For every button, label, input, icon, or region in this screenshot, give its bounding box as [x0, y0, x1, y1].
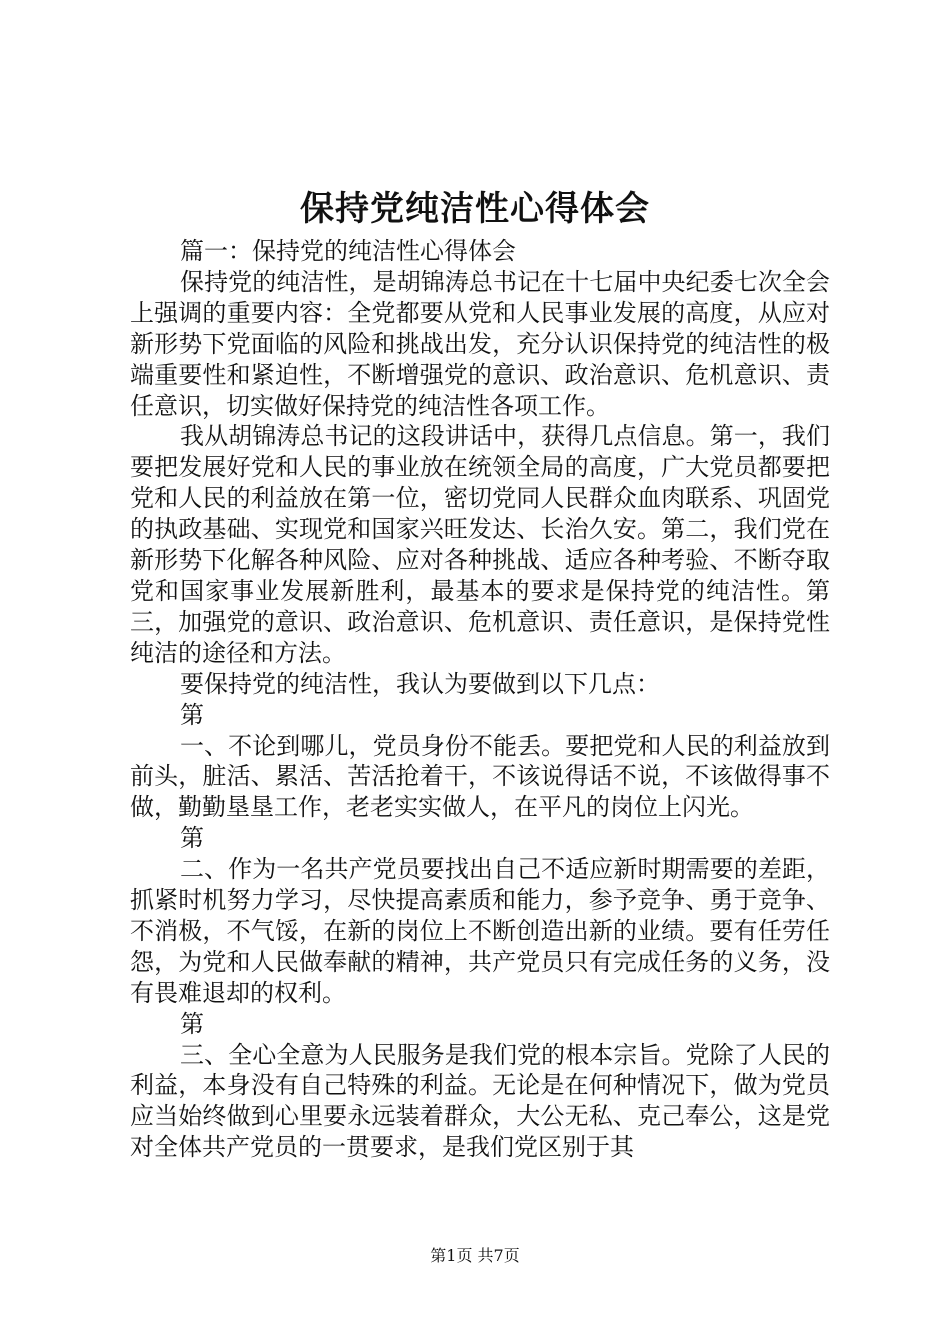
paragraph: 我从胡锦涛总书记的这段讲话中，获得几点信息。第一，我们要把发展好党和人民的事业放在统领全局的高度，广大党员都要把党和人民的利益放在第一位，密切党同人民群众血肉联系、巩固党的执政基础、实现党和国家兴旺发达、长治久安。第二，我们党在新形势下化解各种风险、应对各种挑战、适应各种考验、不断夺取党和国家事业发展新胜利，最基本的要求是保持党的纯洁性。第三，加强党的意识、政治意识、危机意识、责任意识，是保持党性纯洁的途径和方法。 — [130, 422, 830, 667]
paragraph: 三、全心全意为人民服务是我们党的根本宗旨。党除了人民的利益，本身没有自己特殊的利益。无论是在何种情况下，做为党员应当始终做到心里要永远装着群众，大公无私、克己奉公，这是党对全体共产党员的一贯要求，是我们党区别于其 — [130, 1040, 830, 1162]
paragraph: 保持党的纯洁性，是胡锦涛总书记在十七届中央纪委七次全会上强调的重要内容：全党都要从党和人民事业发展的高度，从应对新形势下党面临的风险和挑战出发，充分认识保持党的纯洁性的极端重要性和紧迫性，不断增强党的意识、政治意识、危机意识、责任意识，切实做好保持党的纯洁性各项工作。 — [130, 267, 830, 420]
document-body — [130, 236, 830, 1163]
paragraph: 第 — [180, 1009, 204, 1038]
page-number-footer: 第1页 共7页 — [430, 1246, 520, 1265]
paragraph: 二、作为一名共产党员要找出自己不适应新时期需要的差距，抓紧时机努力学习，尽快提高素质和能力，参予竞争、勇于竞争、不消极，不气馁，在新的岗位上不断创造出新的业绩。要有任劳任怨，为党和人民做奉献的精神，共产党员只有完成任务的义务，没有畏难退却的权利。 — [130, 855, 830, 1007]
paragraph: 要保持党的纯洁性，我认为要做到以下几点： — [180, 669, 660, 698]
paragraph: 一、不论到哪儿，党员身份不能丢。要把党和人民的利益放到前头，脏活、累活、苦活抢着干，不该说得话不说，不该做得事不做，勤勤垦垦工作，老老实实做人，在平凡的岗位上闪光。 — [130, 731, 830, 822]
paragraph: 篇一：保持党的纯洁性心得体会 — [180, 237, 516, 265]
paragraph: 第 — [180, 824, 204, 853]
document-title: 保持党纯洁性心得体会 — [300, 189, 650, 229]
paragraph: 第 — [180, 700, 204, 729]
